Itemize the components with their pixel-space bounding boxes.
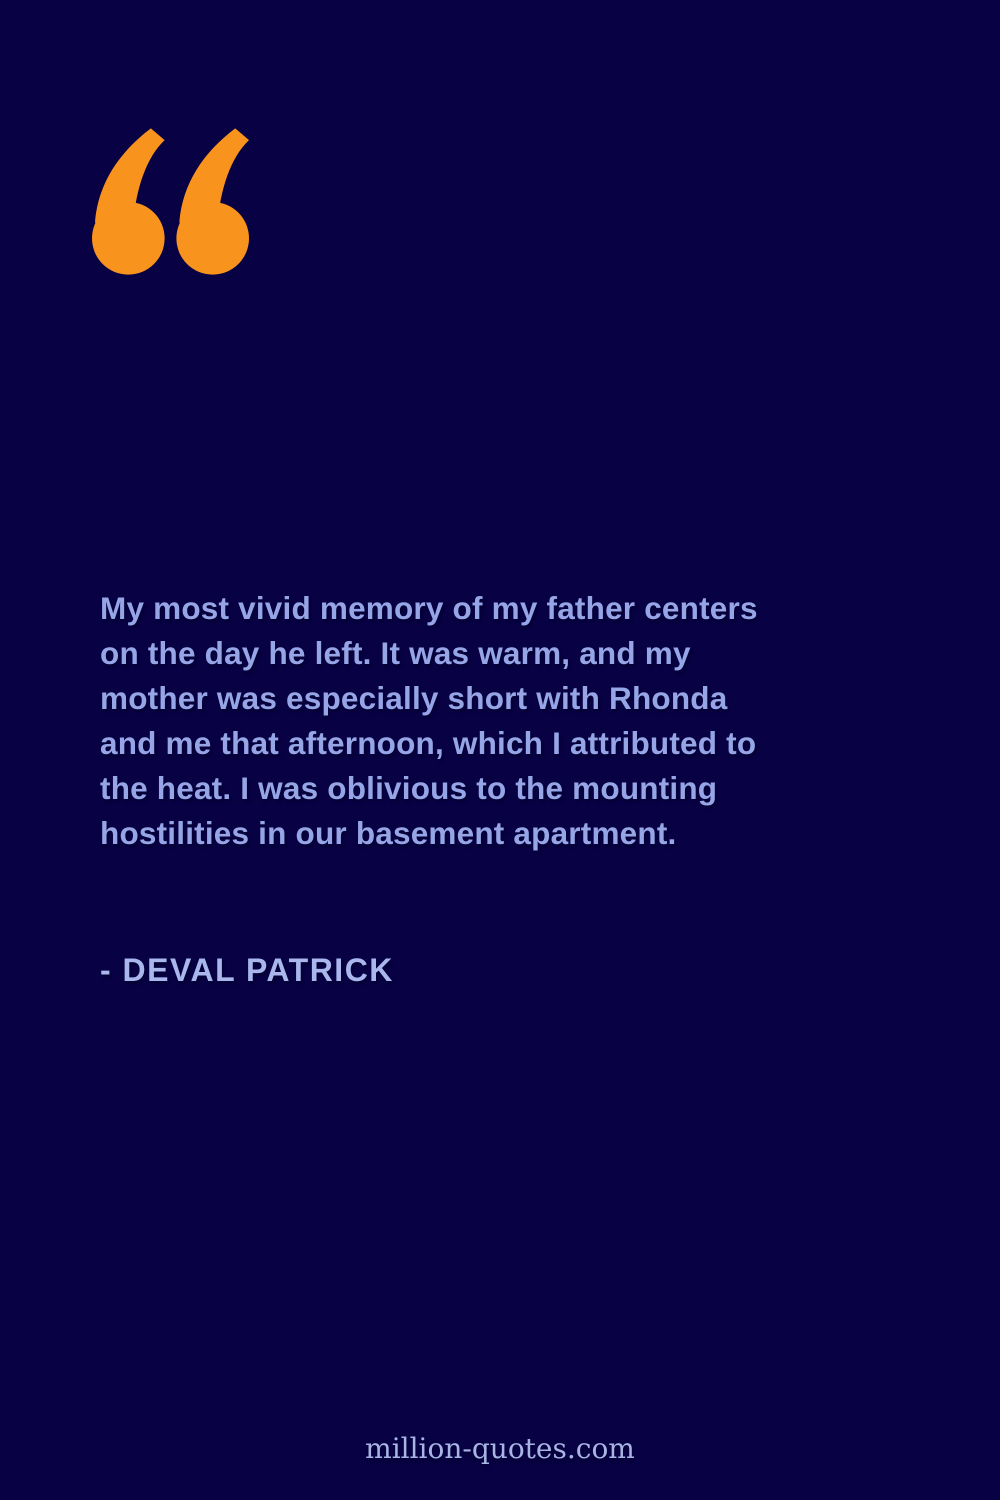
quote-line: the heat. I was oblivious to the mounting: [100, 770, 718, 806]
quote-line: and me that afternoon, which I attributed to: [100, 725, 757, 761]
site-watermark: million-quotes.com: [365, 1432, 635, 1465]
quote-author: - DEVAL PATRICK: [100, 952, 394, 988]
opening-double-quote-icon: [92, 127, 249, 277]
quote-line: on the day he left. It was warm, and my: [100, 635, 691, 671]
quote-line: hostilities in our basement apartment.: [100, 815, 677, 851]
quote-line: My most vivid memory of my father centers: [100, 590, 758, 626]
quote-comma-left: [92, 128, 165, 274]
quote-text: [100, 586, 820, 856]
quote-comma-right: [176, 128, 249, 274]
quote-line: mother was especially short with Rhonda: [100, 680, 728, 716]
